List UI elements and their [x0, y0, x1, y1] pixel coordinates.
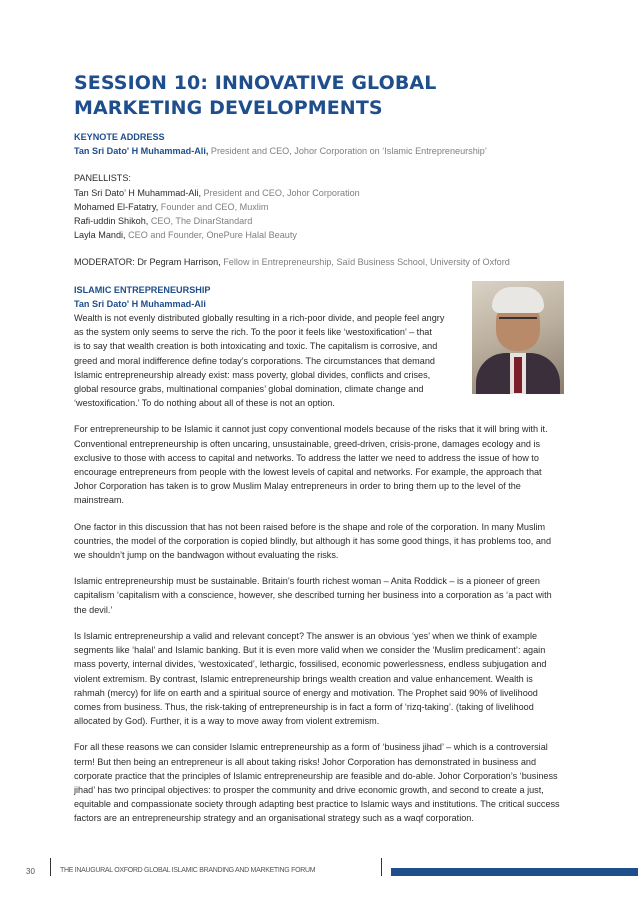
moderator-line: [74, 255, 562, 269]
intro-paragraph: [74, 311, 466, 410]
session-content: [74, 130, 562, 826]
section-heading: ISLAMIC ENTREPRENEURSHIP: [74, 284, 211, 295]
panellist-name: Rafi-uddin Shikoh,: [74, 216, 149, 227]
body-paragraph: Is Islamic entrepreneurship a valid and relevant concept? The answer is an obvious ‘yes’ when we think of example segments like ‘halal’ and Islamic banking. But it is even more valid when we consider the ‘Muslim predicament’: again mass poverty, internal divides, ‘westoxicated’, lethargic, fossilised, economic powerlessness, endless subjugation and violent extremism. By contrast, Islamic entrepreneurship brings wealth creation and value enhancement. Wealth is rahmah (mercy) for life on earth and a spiritual source of energy and motivation. The Prophet said 90% of livelihood comes from business. Thus, the risk-taking of entrepreneurship is in fact a form of ‘rizq-taking’. (taking of livelihood allocated by God). Further, it is a way to move away from violent extremism.: [74, 630, 547, 727]
speaker-photo: [472, 281, 564, 394]
body-paragraph: For entrepreneurship to be Islamic it cannot just copy conventional models because of the risks that it will bring with it. Conventional entrepreneurship is often uncaring, unsustainable, greed-driven, crisis-prone, damages ecology and is exclusive to those with access to capital and networks. To address the latter we need to address the issue of how to encourage entrepreneurs from people with the lowest levels of capital and networks. For example, the approach that Johor Corporation has taken is to grow Muslim Malay entrepreneurs in order to bring them up to the level of the mainstream.: [74, 424, 548, 506]
intro-line: Islamic entrepreneurship already exist: mass poverty, global divides, conflicts and crises,: [74, 369, 431, 380]
keynote-speaker: Tan Sri Dato' H Muhammad-Ali,: [74, 146, 209, 157]
page-number: 30: [26, 867, 35, 876]
panellist-item: [74, 200, 562, 214]
panellist-name: Tan Sri Dato’ H Muhammad-Ali,: [74, 187, 202, 198]
panellist-name: Layla Mandi,: [74, 230, 126, 241]
panellist-item: [74, 214, 562, 228]
keynote-line: [74, 144, 562, 158]
moderator-name: MODERATOR: Dr Pegram Harrison,: [74, 257, 221, 268]
intro-line: Wealth is not evenly distributed globally resulting in a rich-poor divide, and people feel angry: [74, 313, 445, 324]
intro-line: is to say that wealth creation is both intoxicating and toxic. The capitalism is corrosive, and: [74, 341, 438, 352]
intro-line: global resource grabs, multinational companies’ global domination, climate change and: [74, 384, 424, 395]
footer-divider: [381, 858, 382, 876]
panellist-name: Mohamed El-Fatatry,: [74, 201, 159, 212]
footer-title: THE INAUGURAL OXFORD GLOBAL ISLAMIC BRANDING AND MARKETING FORUM: [60, 867, 316, 874]
panellist-item: [74, 186, 562, 200]
body-paragraph: One factor in this discussion that has not been raised before is the shape and role of the corporation. In many Muslim countries, the model of the corporation is copied blindly, but although it has some good things, it has problems too, and we shouldn’t jump on the bandwagon without evaluating the risks.: [74, 521, 552, 561]
panellist-role: CEO and Founder, OnePure Halal Beauty: [125, 230, 297, 241]
panellist-item: [74, 228, 562, 242]
keynote-heading: KEYNOTE ADDRESS: [74, 132, 165, 142]
keynote-details: President and CEO, Johor Corporation on ‘Islamic Entrepreneurship’: [208, 146, 487, 157]
panellists-heading: PANELLISTS:: [74, 173, 131, 184]
session-title: SESSION 10: INNOVATIVE GLOBAL MARKETING DEVELOPMENTS: [74, 72, 437, 119]
footer-divider: [50, 858, 51, 876]
panellist-role: CEO, The DinarStandard: [148, 216, 253, 227]
body-paragraph: Islamic entrepreneurship must be sustainable. Britain’s fourth richest woman – Anita Roddick – is a pioneer of green capitalism ‘capitalism with a conscience, however, she described turning her business into a corporation as ‘a pact with the devil.’: [74, 576, 552, 615]
body-paragraph: For all these reasons we can consider Islamic entrepreneurship as a form of ‘business jihad’ – which is a controversial term! But then being an entrepreneur is all about taking risks! Johor Corporation has demonstrated in business and corporate practice that the principles of Islamic entrepreneurship are feasible and do-able. Johor Corporation’s ‘business jihad’ has two principal objectives: to prosper the community and drive economic growth, and second to create a just, equitable and compassionate society through adapting best practice to Islamic ways and institutions. The critical success factors are an entrepreneurship strategy and an organisational strategy such as a waqf corporation.: [74, 742, 560, 824]
panellist-role: President and CEO, Johor Corporation: [201, 187, 360, 198]
intro-line: as the system only seems to serve the rich. To the poor it feels like ‘westoxification’ – that: [74, 327, 432, 338]
intro-line: greed and moral indifference define today’s corporations. The circumstances that demand: [74, 355, 435, 366]
moderator-role: Fellow in Entrepreneurship, Saïd Business School, University of Oxford: [220, 257, 510, 268]
intro-line: ‘westoxification.’ To do nothing about all of these is not an option.: [74, 398, 335, 409]
section-author: Tan Sri Dato' H Muhammad-Ali: [74, 298, 206, 309]
panellist-role: Founder and CEO, Muxlim: [158, 201, 269, 212]
footer-accent-bar: [391, 868, 638, 876]
